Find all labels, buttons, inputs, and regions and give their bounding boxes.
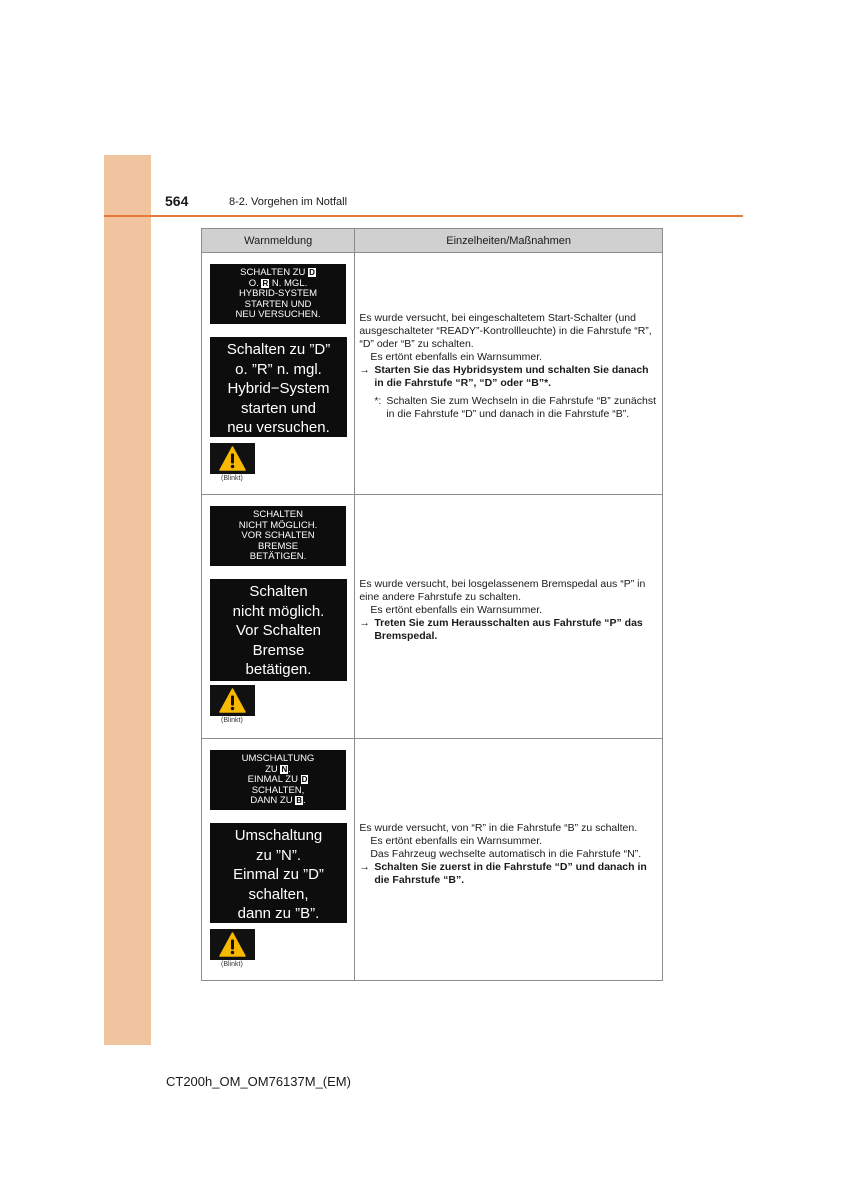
warning-icon-box: [210, 443, 255, 474]
description-text: Es wurde versucht, bei eingeschaltetem Start-Schalter (und ausgeschalteter “READY”-Kontrollleuchte) in die Fahrstufe “R”, “D” oder “B” zu schalten.: [359, 312, 652, 350]
table-header-row: [202, 229, 663, 253]
gear-d-badge: D: [301, 775, 308, 784]
gear-d-badge: D: [309, 268, 315, 277]
table-row: [202, 253, 663, 495]
lcd-message-large: Schalten nicht möglich. Vor Schalten Bremse betätigen.: [210, 579, 347, 681]
warning-icon-box: [210, 685, 255, 716]
footnote: *: Schalten Sie zum Wechseln in die Fahrstufe “B” zunächst in die Fahrstufe “D” und danach in die Fahrstufe “B”.: [374, 395, 656, 420]
description-text: Es wurde versucht, bei losgelassenem Bremspedal aus “P” in eine andere Fahrstufe zu schalten.: [359, 578, 646, 603]
lcd-message-small: UMSCHALTUNG ZU N. EINMAL ZU D SCHALTEN, DANN ZU B.: [210, 750, 346, 810]
warning-cell: [202, 495, 355, 739]
action-item: → Schalten Sie zuerst in die Fahrstufe “D” und danach in die Fahrstufe “B”.: [359, 861, 647, 886]
details-cell: [355, 253, 663, 495]
blink-label: (Blinkt): [221, 717, 243, 724]
document-code: CT200h_OM_OM76137M_(EM): [166, 1074, 351, 1089]
lcd-message-small: SCHALTEN ZU D O. R N. MGL. HYBRID-SYSTEM STARTEN UND NEU VERSUCHEN.: [210, 264, 346, 324]
header-rule: [104, 215, 743, 217]
table-row: [202, 495, 663, 739]
description-text: Es wurde versucht, von “R” in die Fahrstufe “B” zu schalten.: [359, 822, 638, 834]
gear-n-badge: N: [281, 764, 288, 774]
buzzer-text: Es ertönt ebenfalls ein Warnsummer.: [370, 835, 543, 847]
details-cell: [355, 495, 663, 739]
lcd-message-large: Schalten zu ”D” o. ”R” n. mgl. Hybrid−System starten und neu versuchen.: [210, 337, 347, 437]
blink-label: (Blinkt): [221, 961, 243, 968]
blink-label: (Blinkt): [221, 475, 243, 482]
buzzer-text: Es ertönt ebenfalls ein Warnsummer.: [370, 604, 543, 616]
details-cell: [355, 739, 663, 981]
page-number: 564: [165, 193, 189, 209]
action-item: → Treten Sie zum Herausschalten aus Fahrstufe “P” das Bremspedal.: [359, 617, 643, 642]
warning-triangle-icon: [219, 688, 246, 713]
auto-shift-text: Das Fahrzeug wechselte automatisch in die Fahrstufe “N”.: [370, 848, 642, 860]
table-row: [202, 739, 663, 981]
warning-cell: [202, 739, 355, 981]
warning-triangle-icon: [219, 932, 246, 957]
warning-icon-box: [210, 929, 255, 960]
gear-r-badge: R: [262, 278, 269, 288]
col-header-warn: Warnmeldung: [202, 229, 355, 253]
col-header-details: Einzelheiten/Maßnahmen: [355, 229, 663, 253]
section-title: 8-2. Vorgehen im Notfall: [229, 196, 348, 208]
chapter-tab: [104, 155, 151, 1045]
buzzer-text: Es ertönt ebenfalls ein Warnsummer.: [370, 351, 543, 363]
gear-b-badge: B: [296, 796, 302, 805]
warning-table: [201, 228, 663, 981]
warning-cell: [202, 253, 355, 495]
action-item: → Starten Sie das Hybridsystem und schalten Sie danach in die Fahrstufe “R”, “D” oder “B”*.: [359, 364, 649, 389]
lcd-message-large: Umschaltung zu ”N”. Einmal zu ”D” schalten, dann zu ”B”.: [210, 823, 347, 923]
lcd-message-small: SCHALTEN NICHT MÖGLICH. VOR SCHALTEN BREMSE BETÄTIGEN.: [210, 506, 346, 566]
warning-triangle-icon: [219, 446, 246, 471]
